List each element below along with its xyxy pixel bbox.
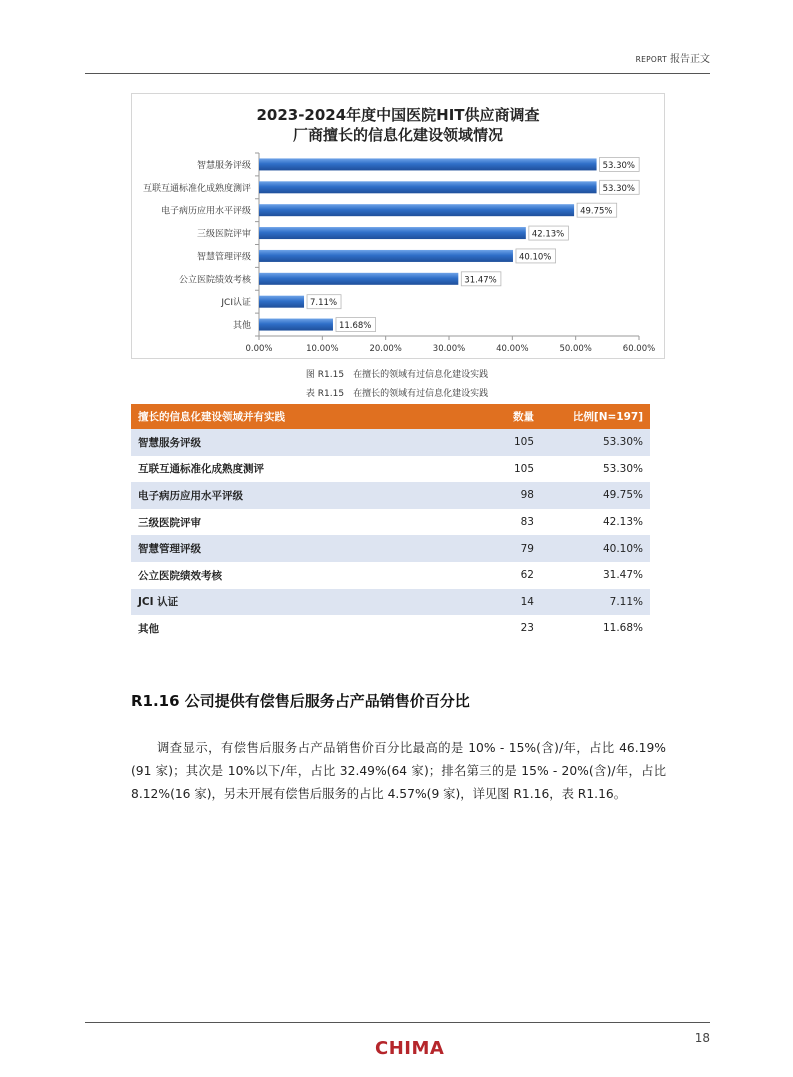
table-row [131,589,650,616]
x-tick-label: 0.00% [245,344,273,354]
section-title: R1.16 公司提供有偿售后服务占产品销售价百分比 [131,692,470,710]
cell-field: JCI 认证 [131,589,457,616]
running-header [500,50,710,65]
value-label: 7.11% [310,298,338,309]
value-label: 53.30% [602,183,635,194]
cell-ratio: 7.11% [541,589,650,616]
cell-count: 105 [457,429,541,456]
cell-field: 电子病历应用水平评级 [131,482,457,509]
value-label: 49.75% [580,206,613,217]
cell-count: 105 [457,456,541,483]
bar [259,204,574,216]
header-divider [85,73,710,74]
table-row [131,562,650,589]
cell-ratio: 53.30% [541,456,650,483]
bar [259,319,333,331]
cell-count: 23 [457,615,541,642]
page-number: 18 [694,1031,710,1045]
table-row [131,482,650,509]
bar [259,158,597,170]
cell-ratio: 11.68% [541,615,650,642]
body-paragraph: 调查显示，有偿售后服务占产品销售价百分比最高的是 10% - 15%(含)/年，占比 46.19%(91 家)；其次是 10%以下/年，占比 32.49%(64 家)；排名第三的是 15% - 20%(含)/年，占比 8.12%(16 家)，另未开展有偿售后服务的占比 4.57%(9 家)，详见图 R1.16，表 R1.16。 [131,741,666,801]
category-label: 互联互通标准化成熟度测评 [142,183,251,194]
x-tick-label: 50.00% [559,344,592,354]
x-tick-label: 20.00% [369,344,402,354]
value-label: 31.47% [464,275,497,286]
figure-caption: 图 R1.15 在擅长的领域有过信息化建设实践 [305,370,489,380]
cell-count: 62 [457,562,541,589]
category-label: 其他 [232,321,251,332]
x-tick-label: 60.00% [622,344,656,354]
table-row [131,615,650,642]
value-label: 53.30% [602,160,635,171]
bar [259,227,526,239]
cell-field: 智慧服务评级 [131,429,457,456]
cell-ratio: 49.75% [541,482,650,509]
bar [259,250,513,262]
table-caption: 表 R1.15 在擅长的领域有过信息化建设实践 [305,389,489,399]
cell-ratio: 40.10% [541,535,650,562]
category-label: JCI认证 [221,298,251,309]
footer-divider [85,1022,710,1023]
chart-title-line2: 厂商擅长的信息化建设领域情况 [292,126,504,144]
cell-field: 三级医院评审 [131,509,457,536]
cell-field: 其他 [131,615,457,642]
table-row [131,429,650,456]
category-label: 三级医院评审 [196,229,251,240]
chart-title-line1: 2023-2024年度中国医院HIT供应商调查 [256,106,540,124]
cell-count: 14 [457,589,541,616]
x-tick-label: 10.00% [306,344,339,354]
value-label: 40.10% [518,252,552,263]
bar [259,296,304,308]
cell-count: 83 [457,509,541,536]
header-field: 擅长的信息化建设领域并有实践 [131,404,457,429]
bar [259,273,458,285]
value-label: 11.68% [338,321,372,332]
category-label: 电子病历应用水平评级 [160,206,251,217]
cell-count: 79 [457,535,541,562]
category-label: 公立医院绩效考核 [178,275,251,286]
cell-field: 公立医院绩效考核 [131,562,457,589]
table-row [131,456,650,483]
table-row [131,535,650,562]
table-header-row [131,404,650,429]
cell-ratio: 53.30% [541,429,650,456]
cell-ratio: 42.13% [541,509,650,536]
category-label: 智慧服务评级 [196,160,251,171]
chart-canvas [132,94,664,358]
cell-count: 98 [457,482,541,509]
header-ratio: 比例[N=197] [541,404,650,429]
report-label-en: REPORT [635,55,667,64]
cell-field: 互联互通标准化成熟度测评 [131,456,457,483]
bar-chart [131,93,665,359]
bar [259,181,597,193]
cell-field: 智慧管理评级 [131,535,457,562]
x-tick-label: 30.00% [432,344,466,354]
value-label: 42.13% [531,229,565,240]
report-label-cn: 报告正文 [670,54,710,65]
table-row [131,509,650,536]
category-label: 智慧管理评级 [196,252,251,263]
chima-logo: CHIMA [375,1038,445,1059]
x-tick-label: 40.00% [496,344,529,354]
data-table [131,404,650,642]
header-count: 数量 [457,404,541,429]
cell-ratio: 31.47% [541,562,650,589]
